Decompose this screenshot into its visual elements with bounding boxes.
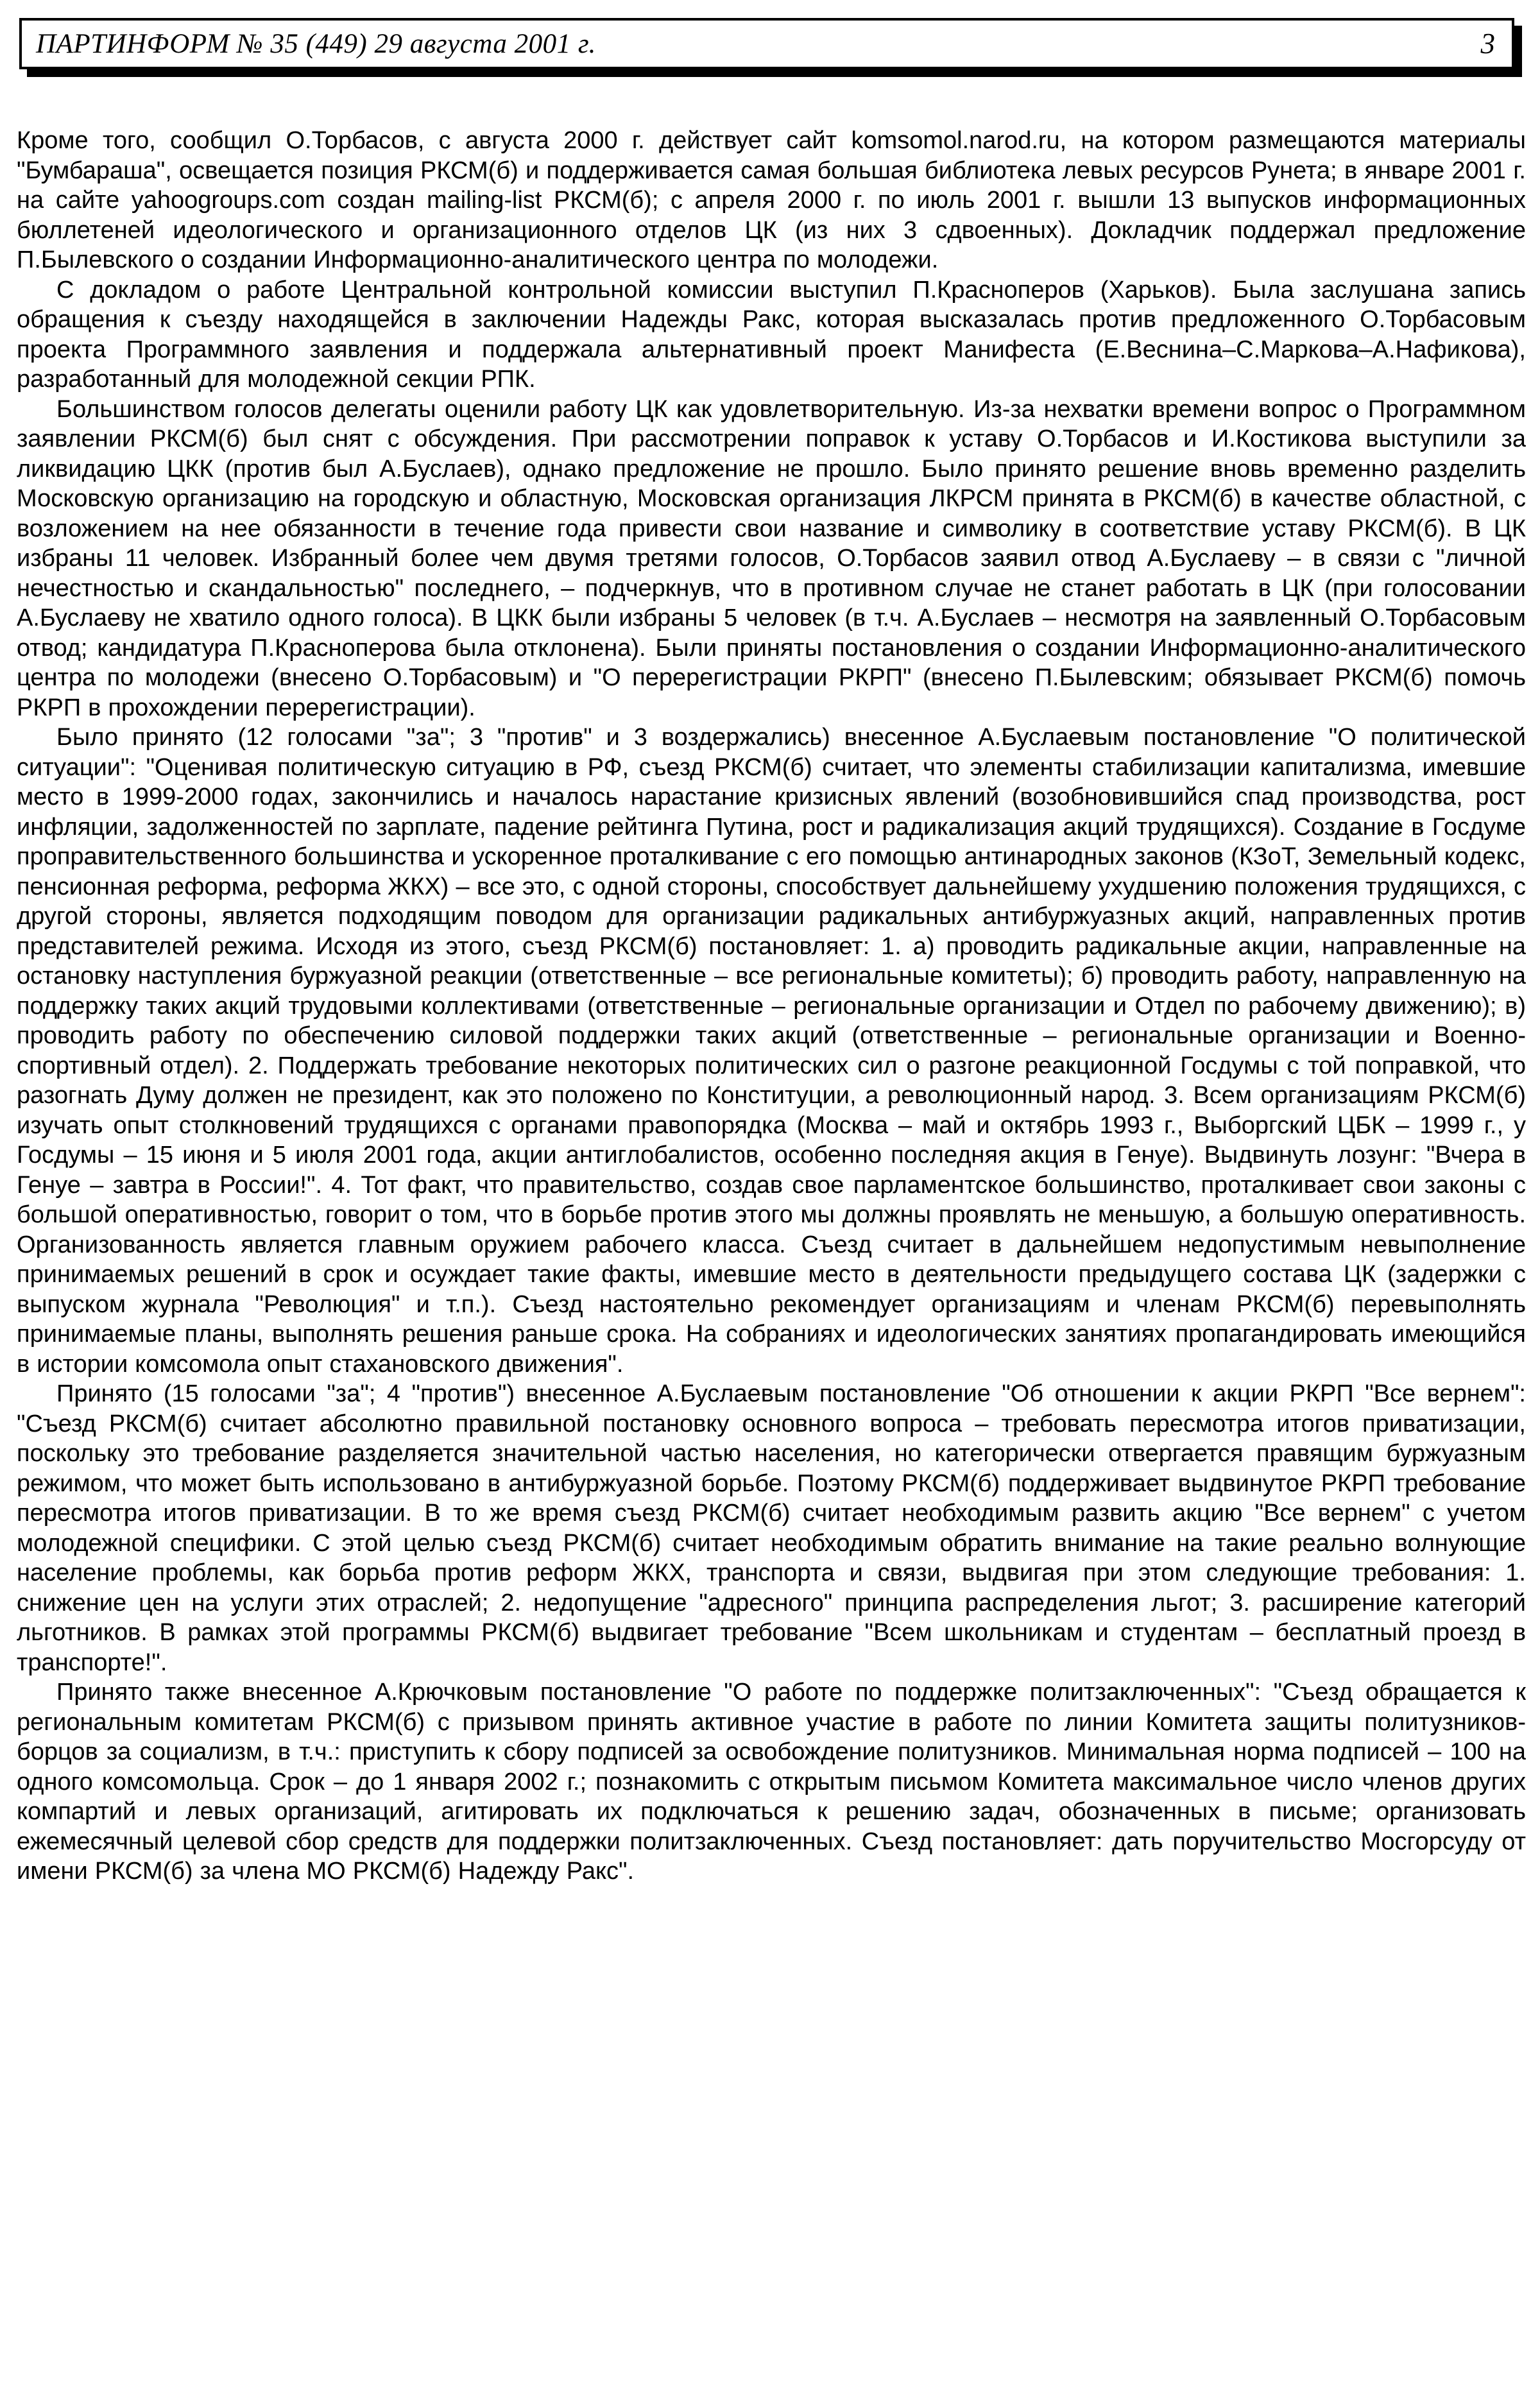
body-paragraph: Принято (15 голосами "за"; 4 "против") внесенное А.Буслаевым постановление "Об отношении к акции РКРП "Все вернем": "Съезд РКСМ(б) считает абсолютно правильной постановку основного вопроса – требовать пересмотра итогов приватизации, поскольку это требование разделяется значительной частью населения, но категорически отвергается правящим буржуазным режимом, что может быть использовано в антибуржуазной борьбе. Поэтому РКСМ(б) поддерживает выдвинутое РКРП требование пересмотра итогов приватизации. В то же время съезд РКСМ(б) считает необходимым развить акцию "Все вернем" с учетом молодежной специфики. С этой целью съезд РКСМ(б) считает необходимым обратить внимание на такие реально волнующие население проблемы, как борьба против реформ ЖКХ, транспорта и связи, выдвигая при этом следующие требования: 1. снижение цен на услуги этих отраслей; 2. недопущение "адресного" принципа распределения льгот; 3. расширение категорий льготников. В рамках этой программы РКСМ(б) выдвигает требование "Всем школьникам и студентам – бесплатный проезд в транспорте!". <box>17 1380 1526 1676</box>
article-body <box>17 126 1526 1887</box>
page-number: 3 <box>1480 28 1495 60</box>
body-paragraph: Принято также внесенное А.Крючковым постановление "О работе по поддержке политзаключенных": "Съезд обращается к региональным комитетам РКСМ(б) с призывом принять активное участие в работе по линии Комитета защиты политузников-борцов за социализм, в т.ч.: приступить к сбору подписей за освобождение политузников. Минимальная норма подписей – 100 на одного комсомольца. Срок – до 1 января 2002 г.; познакомить с открытым письмом Комитета максимальное число членов других компартий и левых организаций, агитировать их подключаться к решению задач, обозначенных в письме; организовать ежемесячный целевой сбор средств для поддержки политзаключенных. Съезд постановляет: дать поручительство Мосгорсуду от имени РКСМ(б) за члена МО РКСМ(б) Надежду Ракс". <box>17 1679 1526 1885</box>
newsletter-title: ПАРТИНФОРМ № 35 (449) 29 августа 2001 г. <box>36 28 596 59</box>
page-header <box>19 18 1514 69</box>
body-paragraph: Большинством голосов делегаты оценили работу ЦК как удовлетворительную. Из-за нехватки времени вопрос о Программном заявлении РКСМ(б) был снят с обсуждения. При рассмотрении поправок к уставу О.Торбасов и И.Костикова выступили за ликвидацию ЦКК (против был А.Буслаев), однако предложение не прошло. Было принято решение вновь временно разделить Московскую организацию на городскую и областную, Московская организация ЛКРСМ принята в РКСМ(б) в качестве областной, с возложением на нее обязанности в течение года привести свои название и символику в соответствие уставу РКСМ(б). В ЦК избраны 11 человек. Избранный более чем двумя третями голосов, О.Торбасов заявил отвод А.Буслаеву – в связи с "личной нечестностью и скандальностью" последнего, – подчеркнув, что в противном случае не станет работать в ЦК (при голосовании А.Буслаеву не хватило одного голоса). В ЦКК были избраны 5 человек (в т.ч. А.Буслаев – несмотря на заявленный О.Торбасовым отвод; кандидатура П.Красноперова была отклонена). Были приняты постановления о создании Информационно-аналитического центра по молодежи (внесено О.Торбасовым) и "О перерегистрации РКРП" (внесено П.Былевским; обязывает РКСМ(б) помочь РКРП в прохождении перерегистрации). <box>17 395 1526 721</box>
body-paragraph: Было принято (12 голосами "за"; 3 "против" и 3 воздержались) внесенное А.Буслаевым постановление "О политической ситуации": "Оценивая политическую ситуацию в РФ, съезд РКСМ(б) считает, что элементы стабилизации капитализма, имевшие место в 1999-2000 годах, закончились и началось нарастание кризисных явлений (возобновившийся спад производства, рост инфляции, задолженностей по зарплате, падение рейтинга Путина, рост и радикализация акций трудящихся). Создание в Госдуме проправительственного большинства и ускоренное проталкивание с его помощью антинародных законов (КЗоТ, Земельный кодекс, пенсионная реформа, реформа ЖКХ) – все это, с одной стороны, способствует дальнейшему ухудшению положения трудящихся, с другой стороны, является подходящим поводом для организации радикальных антибуржуазных акций, направленных против представителей режима. Исходя из этого, съезд РКСМ(б) постановляет: 1. а) проводить радикальные акции, направленные на остановку наступления буржуазной реакции (ответственные – все региональные комитеты); б) проводить работу, направленную на поддержку таких акций трудовыми коллективами (ответственные – региональные организации и Отдел по рабочему движению); в) проводить работу по обеспечению силовой поддержки таких акций (ответственные – региональные организации и Военно-спортивный отдел). 2. Поддержать требование некоторых политических сил о разгоне реакционной Госдумы с той поправкой, что разогнать Думу должен не президент, как это положено по Конституции, а революционный народ. 3. Всем организациям РКСМ(б) изучать опыт столкновений трудящихся с органами правопорядка (Москва – май и октябрь 1993 г., Выборгский ЦБК – 1999 г., у Госдумы – 15 июня и 5 июля 2001 года, акции антиглобалистов, особенно последняя акция в Генуе). Выдвинуть лозунг: "Вчера в Генуе – завтра в России!". 4. Тот факт, что правительство, создав свое парламентское большинство, проталкивает свои законы с большой оперативностью, говорит о том, что в борьбе против этого мы должны проявлять не меньшую, а большую оперативность. Организованность является главным оружием рабочего класса. Съезд считает в дальнейшем недопустимым невыполнение принимаемых решений в срок и осуждает такие факты, имевшие место в деятельности предыдущего состава ЦК (задержки с выпуском журнала "Революция" и т.п.). Съезд настоятельно рекомендует организациям и членам РКСМ(б) перевыполнять принимаемые планы, выполнять решения раньше срока. На собраниях и идеологических занятиях пропагандировать имеющийся в истории комсомола опыт стахановского движения". <box>17 724 1526 1378</box>
body-paragraph: С докладом о работе Центральной контрольной комиссии выступил П.Красноперов (Харьков). Была заслушана запись обращения к съезду находящейся в заключении Надежды Ракс, которая высказалась против предложенного О.Торбасовым проекта Программного заявления и поддержала альтернативный проект Манифеста (Е.Веснина–С.Маркова–А.Нафикова), разработанный для молодежной секции РПК. <box>17 276 1526 393</box>
body-paragraph: Кроме того, сообщил О.Торбасов, с августа 2000 г. действует сайт komsomol.narod.ru, на котором размещаются материалы "Бумбараша", освещается позиция РКСМ(б) и поддерживается самая большая библиотека левых ресурсов Рунета; в январе 2001 г. на сайте yahoogroups.com создан mailing-list РКСМ(б); с апреля 2000 г. по июль 2001 г. вышли 13 выпусков информационных бюллетеней идеологического и организационного отделов ЦК (из них 3 сдвоенных). Докладчик поддержал предложение П.Былевского о создании Информационно-аналитического центра по молодежи. <box>17 127 1526 273</box>
